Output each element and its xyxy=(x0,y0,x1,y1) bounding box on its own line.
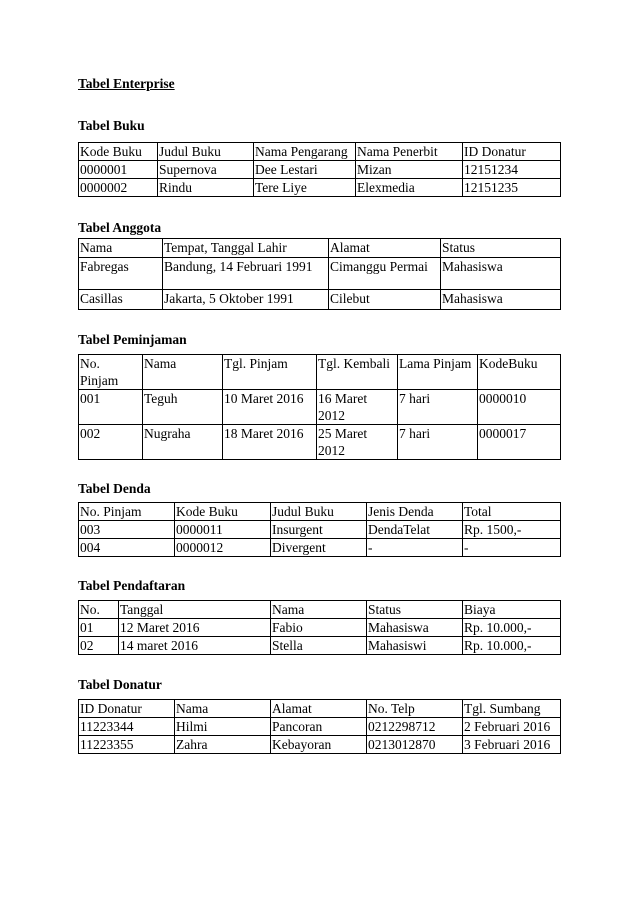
table-cell: 0000011 xyxy=(175,521,271,539)
header-cell: No. Pinjam xyxy=(79,503,175,521)
table-cell: Dee Lestari xyxy=(254,161,356,179)
table-row xyxy=(79,718,561,736)
header-cell: Judul Buku xyxy=(158,143,254,161)
table-cell: Mahasiswa xyxy=(441,290,561,310)
table-header-row xyxy=(79,143,561,161)
table-cell: Stella xyxy=(271,637,367,655)
table-cell: 3 Februari 2016 xyxy=(463,736,561,754)
header-cell: Nama xyxy=(79,239,163,258)
header-cell: Tgl. Kembali xyxy=(317,355,398,390)
table-cell: 0212298712 xyxy=(367,718,463,736)
header-cell: Biaya xyxy=(463,601,561,619)
section-title-peminjaman: Tabel Peminjaman xyxy=(78,332,187,347)
table-cell: Fabregas xyxy=(79,258,163,290)
table-cell: Tere Liye xyxy=(254,179,356,197)
table-cell: Fabio xyxy=(271,619,367,637)
table-cell: 002 xyxy=(79,425,143,460)
table-cell: Mahasiswa xyxy=(441,258,561,290)
table-cell: 12151235 xyxy=(463,179,561,197)
table-cell: DendaTelat xyxy=(367,521,463,539)
table-row xyxy=(79,390,561,425)
table-cell: 0000017 xyxy=(478,425,561,460)
header-cell: Tgl. Sumbang xyxy=(463,700,561,718)
table-cell: 12151234 xyxy=(463,161,561,179)
header-cell: Jenis Denda xyxy=(367,503,463,521)
table-cell: 01 xyxy=(79,619,119,637)
header-cell: Kode Buku xyxy=(79,143,158,161)
table-denda xyxy=(78,502,561,557)
table-cell: Bandung, 14 Februari 1991 xyxy=(163,258,329,290)
header-cell: Tempat, Tanggal Lahir xyxy=(163,239,329,258)
table-row xyxy=(79,736,561,754)
table-donatur xyxy=(78,699,561,754)
table-peminjaman xyxy=(78,354,561,460)
table-cell: 0213012870 xyxy=(367,736,463,754)
table-header-row xyxy=(79,503,561,521)
table-cell: 0000002 xyxy=(79,179,158,197)
header-cell: No. Pinjam xyxy=(79,355,143,390)
table-row xyxy=(79,539,561,557)
header-cell: Tgl. Pinjam xyxy=(223,355,317,390)
table-cell: 11223344 xyxy=(79,718,175,736)
table-anggota xyxy=(78,238,561,310)
table-cell: Rp. 10.000,- xyxy=(463,619,561,637)
header-cell: Tanggal xyxy=(119,601,271,619)
header-cell: Nama xyxy=(271,601,367,619)
table-cell: 10 Maret 2016 xyxy=(223,390,317,425)
header-cell: Alamat xyxy=(271,700,367,718)
table-header-row xyxy=(79,700,561,718)
section-title-pendaftaran: Tabel Pendaftaran xyxy=(78,578,186,593)
table-cell: 0000010 xyxy=(478,390,561,425)
table-cell: 16 Maret 2012 xyxy=(317,390,398,425)
table-cell: Mahasiswi xyxy=(367,637,463,655)
table-header-row xyxy=(79,355,561,390)
table-cell: 003 xyxy=(79,521,175,539)
table-cell: 001 xyxy=(79,390,143,425)
header-cell: ID Donatur xyxy=(79,700,175,718)
table-cell: Teguh xyxy=(143,390,223,425)
header-cell: Lama Pinjam xyxy=(398,355,478,390)
table-cell: Mahasiswa xyxy=(367,619,463,637)
table-cell: 0000001 xyxy=(79,161,158,179)
header-cell: Nama xyxy=(143,355,223,390)
table-cell: 14 maret 2016 xyxy=(119,637,271,655)
table-cell: Cimanggu Permai xyxy=(329,258,441,290)
table-cell: Supernova xyxy=(158,161,254,179)
table-row xyxy=(79,258,561,290)
table-cell: Divergent xyxy=(271,539,367,557)
header-cell: Status xyxy=(367,601,463,619)
table-cell: 18 Maret 2016 xyxy=(223,425,317,460)
table-header-row xyxy=(79,601,561,619)
table-cell: 12 Maret 2016 xyxy=(119,619,271,637)
header-cell: Nama Penerbit xyxy=(356,143,463,161)
table-cell: Elexmedia xyxy=(356,179,463,197)
table-cell: Pancoran xyxy=(271,718,367,736)
header-cell: Nama xyxy=(175,700,271,718)
table-cell: 02 xyxy=(79,637,119,655)
table-cell: Insurgent xyxy=(271,521,367,539)
table-cell: 7 hari xyxy=(398,390,478,425)
table-cell: - xyxy=(463,539,561,557)
header-cell: KodeBuku xyxy=(478,355,561,390)
header-cell: Judul Buku xyxy=(271,503,367,521)
table-cell: Rindu xyxy=(158,179,254,197)
section-title-denda: Tabel Denda xyxy=(78,481,151,496)
header-cell: No. xyxy=(79,601,119,619)
header-cell: No. Telp xyxy=(367,700,463,718)
table-row xyxy=(79,619,561,637)
table-buku xyxy=(78,142,561,197)
table-cell: 004 xyxy=(79,539,175,557)
header-cell: Nama Pengarang xyxy=(254,143,356,161)
table-cell: 2 Februari 2016 xyxy=(463,718,561,736)
table-cell: 11223355 xyxy=(79,736,175,754)
table-header-row xyxy=(79,239,561,258)
table-row xyxy=(79,637,561,655)
table-row xyxy=(79,290,561,310)
header-cell: Kode Buku xyxy=(175,503,271,521)
table-cell: 0000012 xyxy=(175,539,271,557)
table-cell: Hilmi xyxy=(175,718,271,736)
table-cell: - xyxy=(367,539,463,557)
table-row xyxy=(79,179,561,197)
table-cell: Casillas xyxy=(79,290,163,310)
table-cell: 7 hari xyxy=(398,425,478,460)
header-cell: Total xyxy=(463,503,561,521)
header-cell: Status xyxy=(441,239,561,258)
section-title-buku: Tabel Buku xyxy=(78,118,145,133)
table-cell: Kebayoran xyxy=(271,736,367,754)
table-row xyxy=(79,521,561,539)
table-pendaftaran xyxy=(78,600,561,655)
table-row xyxy=(79,425,561,460)
table-cell: Rp. 1500,- xyxy=(463,521,561,539)
header-cell: ID Donatur xyxy=(463,143,561,161)
table-cell: 25 Maret 2012 xyxy=(317,425,398,460)
table-cell: Zahra xyxy=(175,736,271,754)
table-cell: Mizan xyxy=(356,161,463,179)
section-title-donatur: Tabel Donatur xyxy=(78,677,162,692)
header-cell: Alamat xyxy=(329,239,441,258)
table-cell: Jakarta, 5 Oktober 1991 xyxy=(163,290,329,310)
table-cell: Rp. 10.000,- xyxy=(463,637,561,655)
table-row xyxy=(79,161,561,179)
table-cell: Nugraha xyxy=(143,425,223,460)
section-title-anggota: Tabel Anggota xyxy=(78,220,162,235)
document-title: Tabel Enterprise xyxy=(78,76,175,91)
table-cell: Cilebut xyxy=(329,290,441,310)
